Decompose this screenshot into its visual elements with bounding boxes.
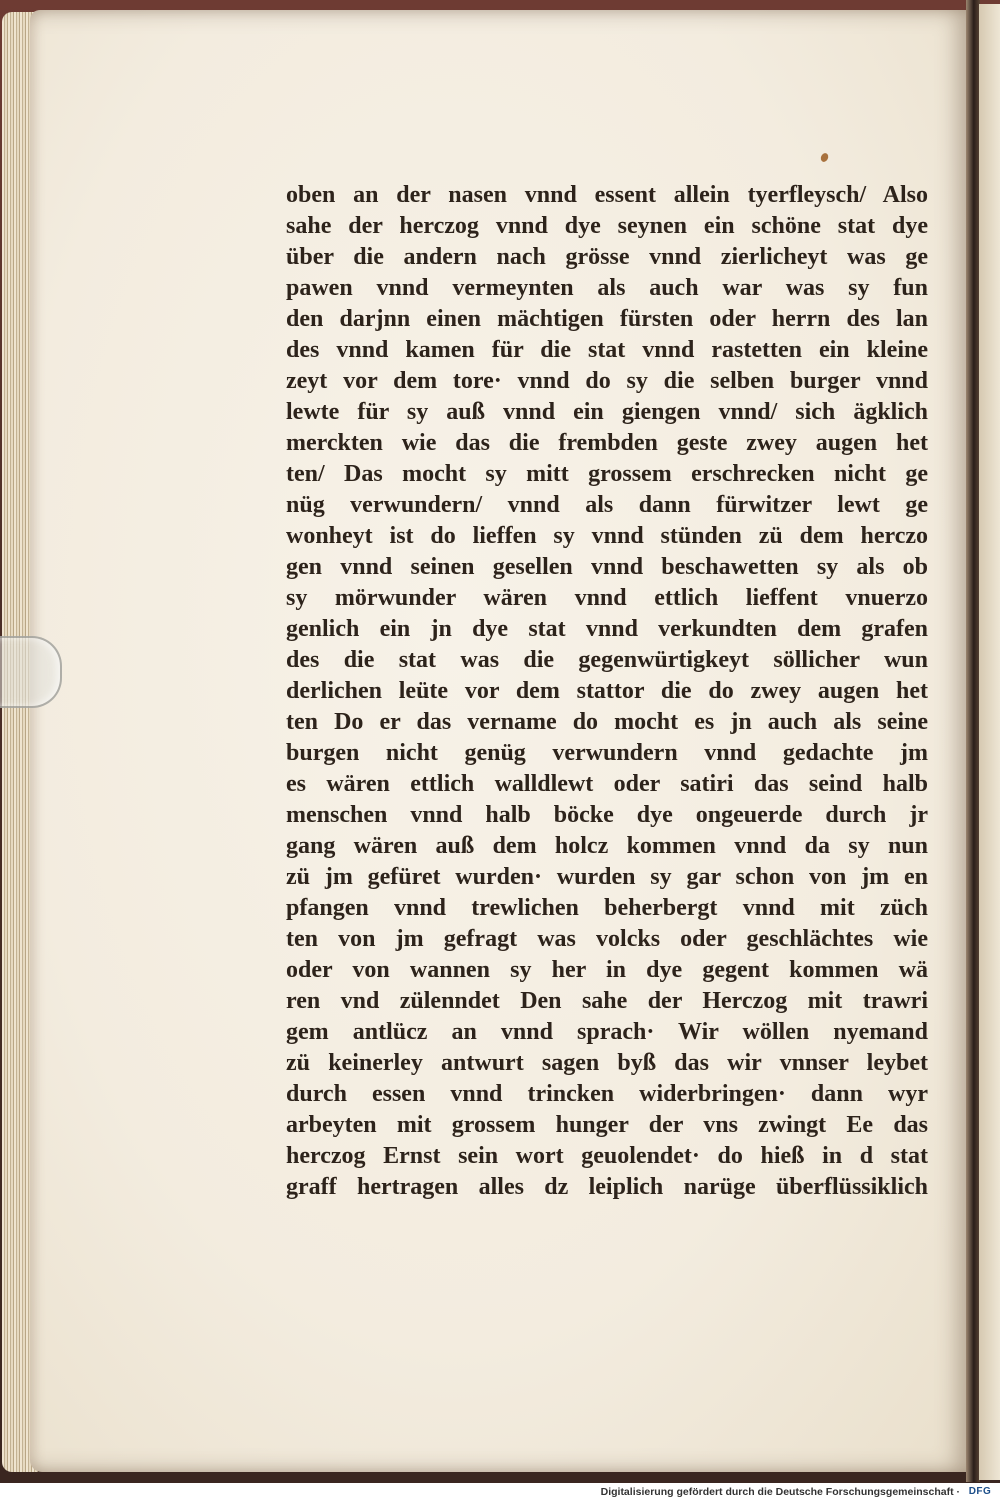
facing-page-edge xyxy=(979,4,1000,1480)
page-clip xyxy=(0,636,62,708)
text-line: ten/ Das mocht sy mitt grossem erschrecken nicht ge xyxy=(286,461,928,487)
page-text xyxy=(286,180,928,1203)
text-line: zü jm gefüret wurden· wurden sy gar schon von jm en xyxy=(286,864,928,890)
text-line: menschen vnnd halb böcke dye ongeuerde durch jr xyxy=(286,802,928,828)
text-line: graff hertragen alles dz leiplich narüge überflüssiklich xyxy=(286,1174,928,1200)
text-line: durch essen vnnd trincken widerbringen· dann wyr xyxy=(286,1081,928,1107)
text-line: den darjnn einen mächtigen fürsten oder herrn des lan xyxy=(286,306,928,332)
text-line: zeyt vor dem tore· vnnd do sy die selben burger vnnd xyxy=(286,368,928,394)
text-line: lewte für sy auß vnnd ein giengen vnnd/ sich ägklich xyxy=(286,399,928,425)
text-line: des die stat was die gegenwürtigkeyt söllicher wun xyxy=(286,647,928,673)
text-line: des vnnd kamen für die stat vnnd rastetten ein kleine xyxy=(286,337,928,363)
funding-credit: Digitalisierung gefördert durch die Deutsche Forschungsgemeinschaft · xyxy=(600,1486,960,1498)
text-line: gem antlücz an vnnd sprach· Wir wöllen nyemand xyxy=(286,1019,928,1045)
dfg-logo: DFG xyxy=(968,1486,992,1497)
text-line: ten von jm gefragt was volcks oder geschlächtes wie xyxy=(286,926,928,952)
text-line: sahe der herczog vnnd dye seynen ein schöne stat dye xyxy=(286,213,928,239)
text-line: burgen nicht genüg verwundern vnnd gedachte jm xyxy=(286,740,928,766)
footer-band xyxy=(0,1483,1000,1501)
text-line: es wären ettlich walldlewt oder satiri das seind halb xyxy=(286,771,928,797)
text-line: über die andern nach grösse vnnd zierlicheyt was ge xyxy=(286,244,928,270)
text-line: ren vnd zülenndet Den sahe der Herczog mit trawri xyxy=(286,988,928,1014)
text-line: herczog Ernst sein wort geuolendet· do hieß in d stat xyxy=(286,1143,928,1169)
text-line: sy mörwunder wären vnnd ettlich lieffent vnuerzo xyxy=(286,585,928,611)
text-line: nüg verwundern/ vnnd als dann fürwitzer lewt ge xyxy=(286,492,928,518)
text-line: merckten wie das die frembden geste zwey augen het xyxy=(286,430,928,456)
text-line: gen vnnd seinen gesellen vnnd beschawetten sy als ob xyxy=(286,554,928,580)
text-line: pfangen vnnd trewlichen beherbergt vnnd mit züch xyxy=(286,895,928,921)
text-line: wonheyt ist do lieffen sy vnnd stünden zü dem herczo xyxy=(286,523,928,549)
text-line: genlich ein jn dye stat vnnd verkundten dem grafen xyxy=(286,616,928,642)
text-line: ten Do er das vername do mocht es jn auch als seine xyxy=(286,709,928,735)
book-gutter xyxy=(966,0,980,1482)
text-line: pawen vnnd vermeynten als auch war was sy fun xyxy=(286,275,928,301)
text-line: gang wären auß dem holcz kommen vnnd da sy nun xyxy=(286,833,928,859)
text-line: oben an der nasen vnnd essent allein tyerfleysch/ Also xyxy=(286,182,928,208)
text-line: oder von wannen sy her in dye gegent kommen wä xyxy=(286,957,928,983)
text-line: zü keinerley antwurt sagen byß das wir vnnser leybet xyxy=(286,1050,928,1076)
text-line: derlichen leüte vor dem stattor die do zwey augen het xyxy=(286,678,928,704)
text-line: arbeyten mit grossem hunger der vns zwingt Ee das xyxy=(286,1112,928,1138)
